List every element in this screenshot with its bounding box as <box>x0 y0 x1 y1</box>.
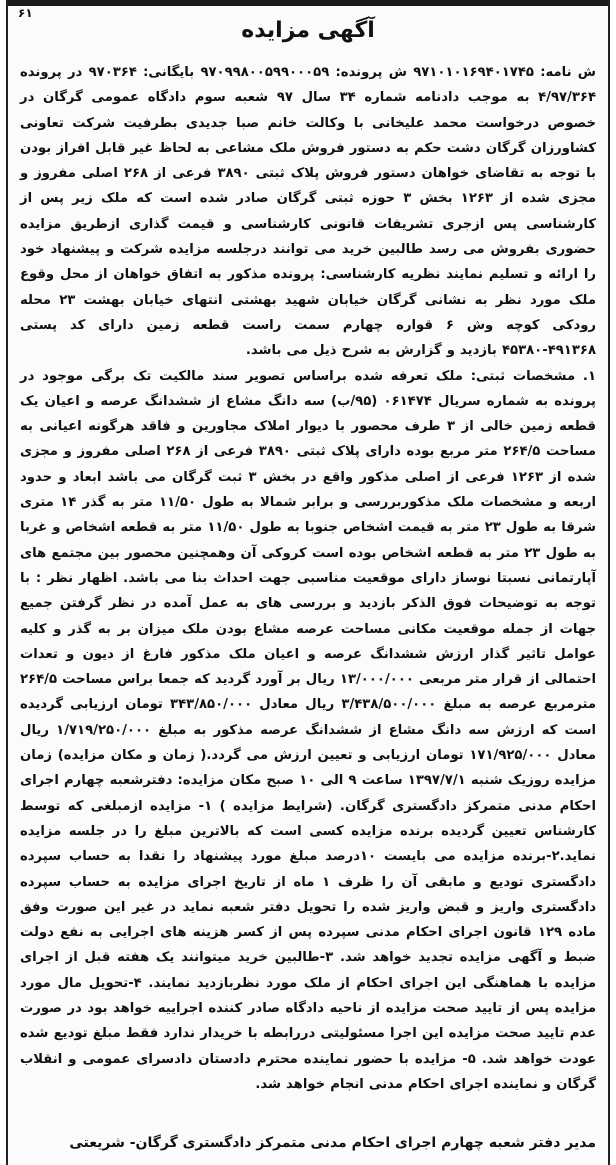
notice-title: آگهی مزایده <box>241 18 375 43</box>
notice-paragraph-details: ۱. مشخصات ثبتی: ملک تعرفه شده براساس تصویر سند مالکیت تک برگی موجود در پرونده به شماره سریال ۰۶۱۴۷۴ (۹۵/ب) سه دانگ مشاع از ششدانگ عرصه و اعیان یک قطعه زمین خالی از ۳ طرف محصور با دیوار املاک مجاورین و فاقد هرگونه اعیانی به مساحت ۲۶۴/۵ متر مربع بوده دارای پلاک ثبتی ۳۸۹۰ فرعی از ۲۶۸ اصلی مفروز و مجزی شده از ۱۲۶۳ فرعی از اصلی مذکور واقع در بخش ۳ ثبت گرگان می باشد ابعاد و حدود اربعه و مشخصات ملک مذکوربررسی و برابر شمالا به طول ۱۱/۵۰ متر به گذر ۱۴ متری شرقا به طول ۲۳ متر به قیمت اشخاص جنوبا به طول ۱۱/۵۰ متر به قطعه اشخاص و غربا به طول ۲۳ متر به قطعه اشخاص بوده است کروکی آن وهمچنین محصور بین مجتمع های آپارتمانی نسبتا نوساز دارای موقعیت مناسبی جهت احداث بنا می باشد. اظهار نظر : با توجه به توضیحات فوق الذکر بازدید و بررسی های به عمل آمده در نظر گرفتن جمیع جهات از جمله موقعیت مکانی مساحت عرصه مشاع بودن ملک میزان بر به گذر و کلیه عوامل تاثیر گذار ارزش ششدانگ عرصه و اعیان ملک مذکور فارغ از دیون و تعدات احتمالی از قرار متر مربعی ۱۳/۰۰۰/۰۰۰ ریال بر آورد گردید که جمعا براس مساحت ۲۶۴/۵ مترمربع عرصه به مبلغ ۳/۴۳۸/۵۰۰/۰۰۰ ریال معادل ۳۴۳/۸۵۰/۰۰۰ تومان ارزیابی گردیده است که ارزش سه دانگ مشاع از ششدانگ عرصه مذکور به مبلغ ۱/۷۱۹/۲۵۰/۰۰۰ ریال معادل ۱۷۱/۹۲۵/۰۰۰ تومان ارزیابی و تعیین ارزش می گردد.( زمان و مکان مزایده) زمان مزایده روزیک شنبه ۱۳۹۷/۷/۱ ساعت ۹ الی ۱۰ صبح مکان مزایده: دفترشعبه چهارم اجرای احکام مدنی متمرکز دادگستری گرگان. (شرایط مزایده ) ۱- مزایده ازمبلغی که توسط کارشناس تعیین گردیده برنده مزایده کسی است که بالاترین مبلغ را در جلسه مزایده نماید.۲-برنده مزایده می بایست ۱۰درصد مبلغ مورد پیشنهاد را نقدا به حساب سپرده دادگستری تودیع و مابقی آن را ظرف ۱ ماه از تاریخ اجرای مزایده به حساب سپرده دادگستری واریز و قبض واریز شده را تحویل دفتر شعبه نماید در غیر این صورت وفق ماده ۱۲۹ قانون اجرای احکام مدنی سپرده پس از کسر هزینه های اجرایی به نفع دولت ضبط و آگهی مزایده تجدید خواهد شد. ۳-طالبین خرید میتوانند یک هفته قبل از اجرای مزایده با هماهنگی این اجرای احکام از ملک مورد نظربازدید نمایند. ۴-تحویل مال مورد مزایده پس از تایید صحت مزایده از ناحیه دادگاه صادر کننده اجراییه خواهد بود در صورت عدم تایید صحت مزایده این اجرا مسئولیتی دررابطه با خریدار ندارد فقط مبلغ تودیع شده عودت خواهد شد. ۵- مزایده با حضور نماینده محترم دادستان دادسرای عمومی و انقلاب گرگان و نماینده اجرای احکام مدنی انجام خواهد شد. <box>20 368 597 1092</box>
notice-signature: مدیر دفتر شعبه چهارم اجرای احکام مدنی متمرکز دادگستری گرگان- شریعتی <box>69 1135 596 1151</box>
notice-sheet <box>6 0 610 1165</box>
top-rule <box>8 0 608 6</box>
notice-paragraph-intro: ش نامه: ۹۷۱۰۱۰۱۶۹۴۰۱۷۴۵ ش پرونده: ۹۷۰۹۹۸۰۰۵۹۹۰۰۰۵۹ بایگانی: ۹۷۰۳۶۴ در پرونده ۴/۹۷/۳۶۴ به موجب دادنامه شماره ۳۴ سال ۹۷ شعبه سوم دادگاه عمومی گرگان در خصوص درخواست محمد علیخانی با وکالت خانم صبا جدیدی بطرفیت شرکت تعاونی کشاورزان گرگان دشت حکم به دستور فروش ملک مشاعی به لحاظ غیر قابل افراز بودن با توجه به تقاضای خواهان دستور فروش پلاک ثبتی ۳۸۹۰ فرعی از ۲۶۸ اصلی مفروز و مجزی شده از ۱۲۶۳ بخش ۳ حوزه ثبتی گرگان صادر شده است که ملک زیر پس از کارشناسی پس ازجری تشریفات قانونی کارشناسی و قیمت گذاری ازطریق مزایده حضوری بفروش می رسد طالبین خرید می توانند درجلسه مزایده شرکت و پیشنهاد خود را ارائه و تسلیم نمایند نظریه کارشناسی: پرونده مذکور به اتفاق خواهان از محل وقوع ملک مورد نظر به نشانی گرگان خیابان شهید بهشتی انتهای خیابان بهشت ۲۳ محله رودکی کوچه وش ۶ قواره چهارم سمت راست قطعه زمین دارای کد پستی ۴۹۱۳۶۸-۴۵۳۸۰ بازدید و گزارش به شرح ذیل می باشد. <box>20 65 597 359</box>
page-mark: ۶۱ <box>18 6 33 20</box>
notice-body <box>20 60 596 1097</box>
